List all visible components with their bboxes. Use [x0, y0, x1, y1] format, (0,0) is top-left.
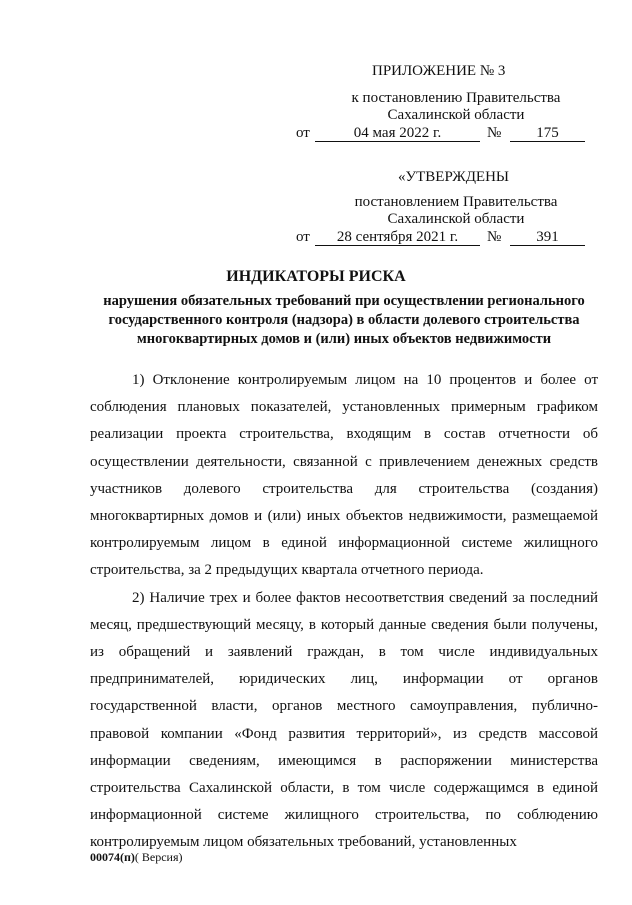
header-number-label: №	[487, 125, 502, 141]
header-number-field: 175	[510, 125, 585, 142]
footer-code: 00074(п)	[90, 850, 135, 864]
resolution-line-2: Сахалинской области	[387, 107, 525, 123]
paragraph-2: 2) Наличие трех и более фактов несоответствия сведений за последний месяц, предшествующий месяцу, в который данные сведения были получены, из обращений и заявлений граждан, в том числе индивидуальных предпринимателей, юридических лиц, информации от органов государственной власти, органов местного самоуправления, публично-правовой компании «Фонд развития территорий», из средств массовой информации сведениям, имеющимся в распоряжении министерства строительства Сахалинской области, в том числе содержащимся в единой информационной системе жилищного строительства, по соблюдению контролируемым лицом обязательных требований, установленных	[90, 589, 598, 851]
paragraph-1: 1) Отклонение контролируемым лицом на 10 процентов и более от соблюдения плановых показателей, установленных примерным графиком реализации проекта строительства, входящим в состав отчетности об осуществлении деятельности, связанной с привлечением денежных средств участников долевого строительства для строительства (создания) многоквартирных домов и (или) иных объектов недвижимости, размещаемой контролируемым лицом в единой информационной системе жилищного строительства, за 2 предыдущих квартала отчетного периода.	[90, 372, 598, 579]
subtitle-line-2: государственного контроля (надзора) в области долевого строительства	[108, 312, 580, 328]
approval-from-label: от	[296, 229, 310, 245]
approved-label: «УТВЕРЖДЕНЫ	[398, 169, 510, 185]
approval-date-field: 28 сентября 2021 г.	[315, 229, 480, 246]
header-date-field: 04 мая 2022 г.	[315, 125, 480, 142]
approval-line-2: Сахалинской области	[387, 211, 525, 227]
approval-number-label: №	[487, 229, 502, 245]
document-title: ИНДИКАТОРЫ РИСКА	[226, 268, 406, 285]
resolution-line-1: к постановлению Правительства	[351, 90, 561, 106]
appendix-label: ПРИЛОЖЕНИЕ № 3	[372, 63, 506, 79]
document-subtitle	[90, 292, 598, 349]
document-body	[90, 367, 598, 857]
subtitle-line-3: многоквартирных домов и (или) иных объектов недвижимости	[136, 331, 552, 347]
header-from-label: от	[296, 125, 310, 141]
footer	[90, 850, 183, 864]
approval-number-field: 391	[510, 229, 585, 246]
footer-version: ( Версия)	[134, 850, 183, 864]
subtitle-line-1: нарушения обязательных требований при осуществлении регионального	[103, 293, 585, 309]
approval-line-1: постановлением Правительства	[354, 194, 558, 210]
